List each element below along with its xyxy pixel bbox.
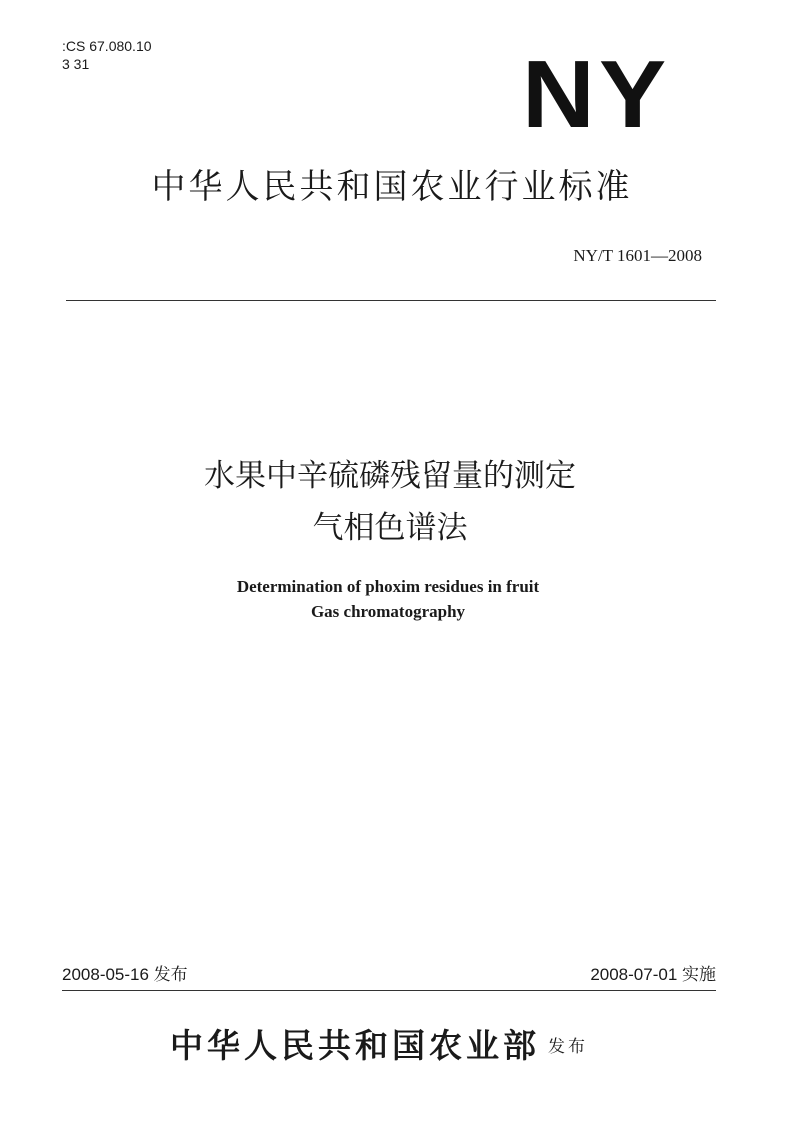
publisher-suffix: 发布	[548, 1037, 588, 1057]
issue-date: 2008-05-16 发布	[62, 965, 188, 984]
bottom-divider	[62, 990, 716, 991]
ccs-code: 3 31	[62, 56, 90, 72]
ics-code: :CS 67.080.10	[62, 38, 152, 54]
standard-code: NY/T 1601—2008	[573, 246, 702, 265]
publisher-name: 中华人民共和国农业部	[170, 1026, 540, 1065]
standard-logo: NY	[522, 41, 671, 148]
title-cn-line1: 水果中辛硫磷残留量的测定	[204, 458, 576, 494]
standard-category-name: 中华人民共和国农业行业标准	[151, 167, 633, 207]
implementation-date: 2008-07-01 实施	[590, 965, 716, 984]
top-divider	[66, 300, 716, 301]
title-en-line1: Determination of phoxim residues in fruit	[236, 577, 540, 596]
title-en-line2: Gas chromatography	[310, 602, 466, 621]
title-cn-line2: 气相色谱法	[312, 510, 468, 546]
